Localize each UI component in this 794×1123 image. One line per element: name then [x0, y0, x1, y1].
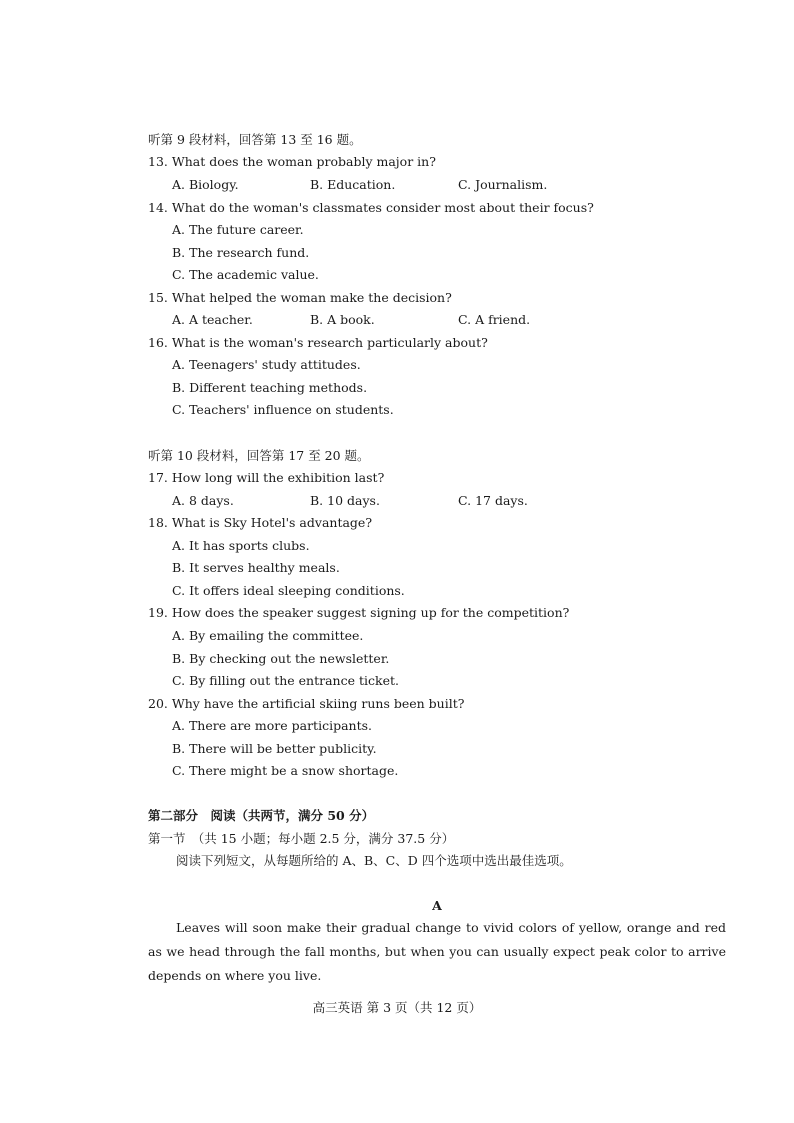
q14-option-a: A. The future career. [172, 222, 304, 237]
question-20: 20. Why have the artificial skiing runs been built? [148, 696, 465, 711]
q18-option-c: C. It offers ideal sleeping conditions. [172, 583, 405, 598]
q20-option-b: B. There will be better publicity. [172, 741, 377, 756]
reading-instruction: 阅读下列短文，从每题所给的 A、B、C、D 四个选项中选出最佳选项。 [176, 853, 572, 868]
q13-option-b: B. Education. [310, 177, 396, 192]
q15-option-a: A. A teacher. [172, 312, 253, 327]
q14-option-c: C. The academic value. [172, 267, 319, 282]
q18-option-a: A. It has sports clubs. [172, 538, 310, 553]
passage-label: A [432, 898, 442, 913]
q20-option-a: A. There are more participants. [172, 718, 372, 733]
question-16: 16. What is the woman's research particularly about? [148, 335, 488, 350]
passage-text: Leaves will soon make their gradual change to vivid colors of yellow, orange and red as we head through the fall months, but when you can usually expect peak color to arrive depends on where you live. [148, 920, 726, 983]
q15-option-b: B. A book. [310, 312, 375, 327]
q16-option-a: A. Teenagers' study attitudes. [172, 357, 361, 372]
q18-option-b: B. It serves healthy meals. [172, 560, 340, 575]
question-14: 14. What do the woman's classmates consider most about their focus? [148, 200, 594, 215]
q20-option-c: C. There might be a snow shortage. [172, 763, 399, 778]
section-9-header: 听第 9 段材料，回答第 13 至 16 题。 [148, 132, 362, 147]
section-1-heading: 第一节 （共 15 小题；每小题 2.5 分，满分 37.5 分） [148, 831, 455, 846]
q19-option-a: A. By emailing the committee. [172, 628, 364, 643]
question-15: 15. What helped the woman make the decision? [148, 290, 452, 305]
q19-option-c: C. By filling out the entrance ticket. [172, 673, 399, 688]
q17-option-b: B. 10 days. [310, 493, 380, 508]
q16-option-c: C. Teachers' influence on students. [172, 402, 394, 417]
part-2-title: 第二部分 阅读（共两节，满分 50 分） [148, 808, 375, 823]
q16-option-b: B. Different teaching methods. [172, 380, 368, 395]
question-18: 18. What is Sky Hotel's advantage? [148, 515, 373, 530]
question-19: 19. How does the speaker suggest signing up for the competition? [148, 605, 570, 620]
q14-option-b: B. The research fund. [172, 245, 310, 260]
q15-option-c: C. A friend. [458, 312, 531, 327]
q13-option-c: C. Journalism. [458, 177, 548, 192]
q17-option-c: C. 17 days. [458, 493, 528, 508]
section-10-header: 听第 10 段材料，回答第 17 至 20 题。 [148, 448, 370, 463]
page-footer: 高三英语 第 3 页（共 12 页） [312, 1000, 482, 1015]
question-17: 17. How long will the exhibition last? [148, 470, 385, 485]
q19-option-b: B. By checking out the newsletter. [172, 651, 390, 666]
q13-option-a: A. Biology. [172, 177, 239, 192]
q17-option-a: A. 8 days. [172, 493, 234, 508]
question-13: 13. What does the woman probably major in? [148, 154, 436, 169]
